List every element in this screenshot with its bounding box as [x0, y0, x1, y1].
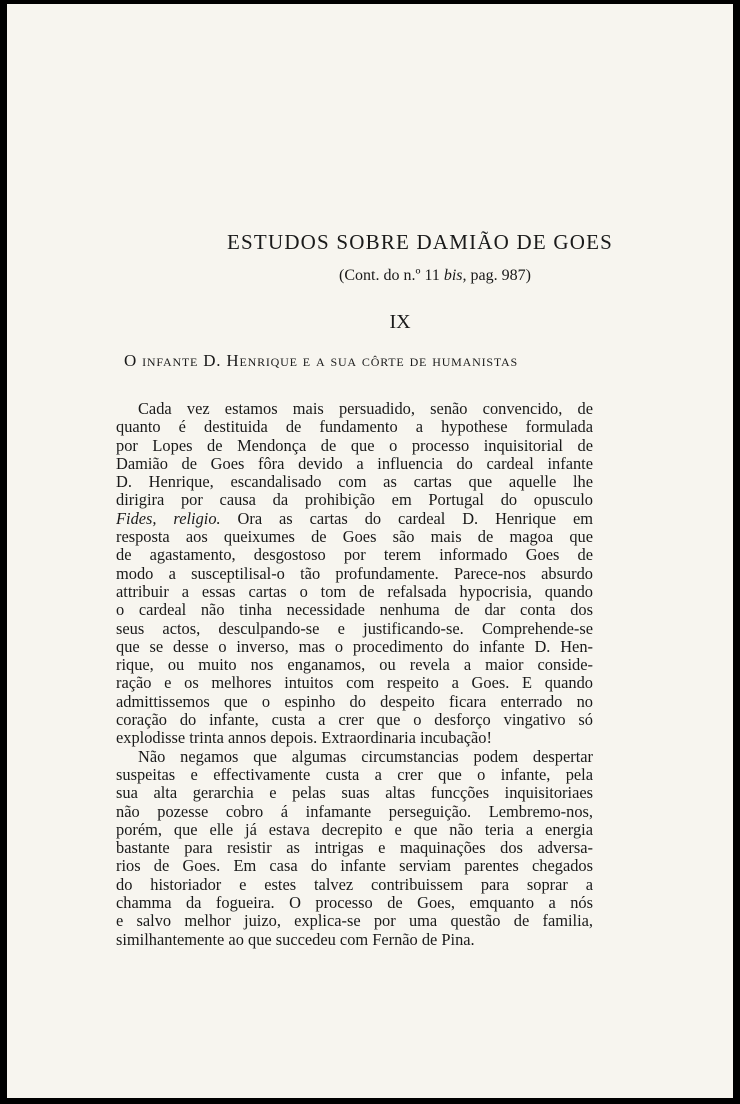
- text-line: chamma da fogueira. O processo de Goes, emquanto a nós: [116, 893, 593, 913]
- continuation-note: [7, 267, 733, 285]
- text-line: suspeitas e effectivamente custa a crer que o infante, pela: [116, 764, 593, 784]
- italic-title: Fides, religio.: [116, 508, 221, 528]
- text-line: explodisse trinta annos depois. Extraordinaria incubação!: [116, 728, 492, 748]
- text-line: por Lopes de Mendonça de que o processo inquisitorial de: [116, 435, 593, 455]
- text-line: quanto é destituida de fundamento a hypothese formulada: [116, 417, 593, 437]
- text-line: similhantemente ao que succedeu com Fernão de Pina.: [116, 929, 475, 949]
- text-line: sua alta gerarchia e pelas suas altas funcções inquisitoriaes: [116, 783, 593, 803]
- text-line: do historiador e estes talvez contribuissem para soprar a: [116, 874, 593, 894]
- text-line: de agastamento, desgostoso por terem informado Goes de: [116, 545, 593, 565]
- document-page: [7, 4, 733, 1098]
- text-line: rios de Goes. Em casa do infante serviam parentes chegados: [116, 856, 593, 876]
- text-line: D. Henrique, escandalisado com as cartas que aquelle lhe: [116, 472, 593, 492]
- text-line: Não negamos que algumas circumstancias podem despertar: [138, 746, 593, 766]
- continuation-prefix: (Cont. do n.º 11: [339, 267, 444, 284]
- text-line: attribuir a essas cartas o tom de refalsada hypocrisia, quando: [116, 581, 593, 601]
- section-heading: O infante D. Henrique e a sua côrte de humanistas: [124, 351, 518, 370]
- text-line: seus actos, desculpando-se e justificando-se. Comprehende-se: [116, 618, 593, 638]
- text-line-rest: Ora as cartas do cardeal D. Henrique em: [220, 508, 593, 528]
- text-line: resposta aos queixumes de Goes são mais de magoa que: [116, 527, 593, 547]
- text-line: dirigira por causa da prohibição em Portugal do opusculo: [116, 490, 593, 510]
- continuation-suffix: pag. 987): [466, 267, 531, 284]
- text-line: coração do infante, custa a crer que o desforço vingativo só: [116, 710, 593, 730]
- continuation-italic: bis,: [443, 267, 467, 284]
- text-line: [116, 510, 593, 528]
- body-text: [116, 400, 593, 949]
- text-line: porém, que elle já estava decrepito e que não teria a energia: [116, 819, 593, 839]
- article-title: ESTUDOS SOBRE DAMIÃO DE GOES: [227, 230, 613, 254]
- chapter-number: IX: [389, 311, 411, 333]
- text-line: rique, ou muito nos enganamos, ou revela a maior conside-: [116, 655, 593, 675]
- text-line: não pozesse cobro á infamante perseguição. Lembremo-nos,: [116, 801, 593, 821]
- text-line: bastante para resistir as intrigas e maquinações dos adversa-: [116, 838, 593, 858]
- text-line: o cardeal não tinha necessidade nenhuma de dar conta dos: [116, 600, 593, 620]
- text-line: admittissemos que o espinho do despeito ficara enterrado no: [116, 691, 593, 711]
- text-line: e salvo melhor juizo, explica-se por uma questão de familia,: [116, 911, 593, 931]
- text-line: Cada vez estamos mais persuadido, senão convencido, de: [138, 399, 593, 418]
- text-line: ração e os melhores intuitos com respeito a Goes. E quando: [116, 673, 593, 693]
- text-line: Damião de Goes fôra devido a influencia do cardeal infante: [116, 453, 593, 473]
- text-line: modo a susceptilisal-o tão profundamente. Parece-nos absurdo: [116, 563, 593, 583]
- text-line: que se desse o inverso, mas o procedimento do infante D. Hen-: [116, 636, 593, 656]
